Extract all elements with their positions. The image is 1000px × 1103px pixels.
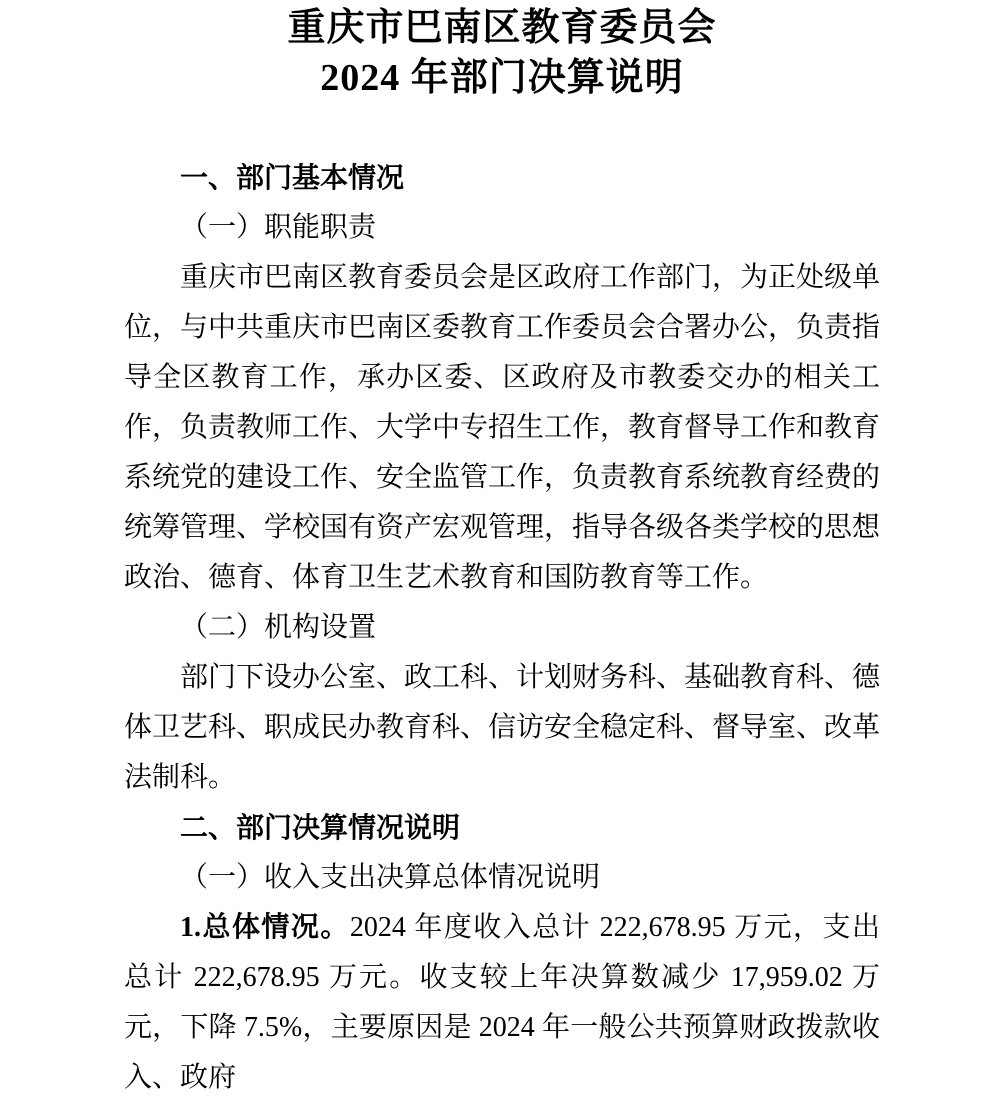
section-2-heading: 二、部门决算情况说明 xyxy=(180,812,461,843)
paragraph-overall-situation-lead: 1.总体情况。 xyxy=(180,912,350,943)
paragraph-overall-situation xyxy=(124,903,880,1103)
section-1-heading: 一、部门基本情况 xyxy=(180,162,405,193)
subsection-1-2-heading: （二）机构设置 xyxy=(180,612,377,643)
paragraph-overall-situation-body: 2024 年度收入总计 222,678.95 万元，支出总计 222,678.95 万元。收支较上年决算数减少 17,959.02 万元，下降 7.5%，主要原因是 2024 年一般公共预算财政拨款收入、政府 xyxy=(124,912,880,1093)
document-title-line-1: 重庆市巴南区教育委员会 xyxy=(287,7,717,49)
paragraph-organization-setup: 部门下设办公室、政工科、计划财务科、基础教育科、德体卫艺科、职成民办教育科、信访安全稳定科、督导室、改革法制科。 xyxy=(124,662,881,793)
subsection-2-1-heading: （一）收入支出决算总体情况说明 xyxy=(180,862,601,893)
document-title-line-2: 2024 年部门决算说明 xyxy=(320,57,684,99)
paragraph-functions-duties: 重庆市巴南区教育委员会是区政府工作部门，为正处级单位，与中共重庆市巴南区委教育工作委员会合署办公，负责指导全区教育工作，承办区委、区政府及市教委交办的相关工作，负责教师工作、大学中专招生工作，教育督导工作和教育系统党的建设工作、安全监管工作，负责教育系统教育经费的统筹管理、学校国有资产宏观管理，指导各级各类学校的思想政治、德育、体育卫生艺术教育和国防教育等工作。 xyxy=(124,262,881,593)
subsection-1-1-heading: （一）职能职责 xyxy=(180,212,377,243)
